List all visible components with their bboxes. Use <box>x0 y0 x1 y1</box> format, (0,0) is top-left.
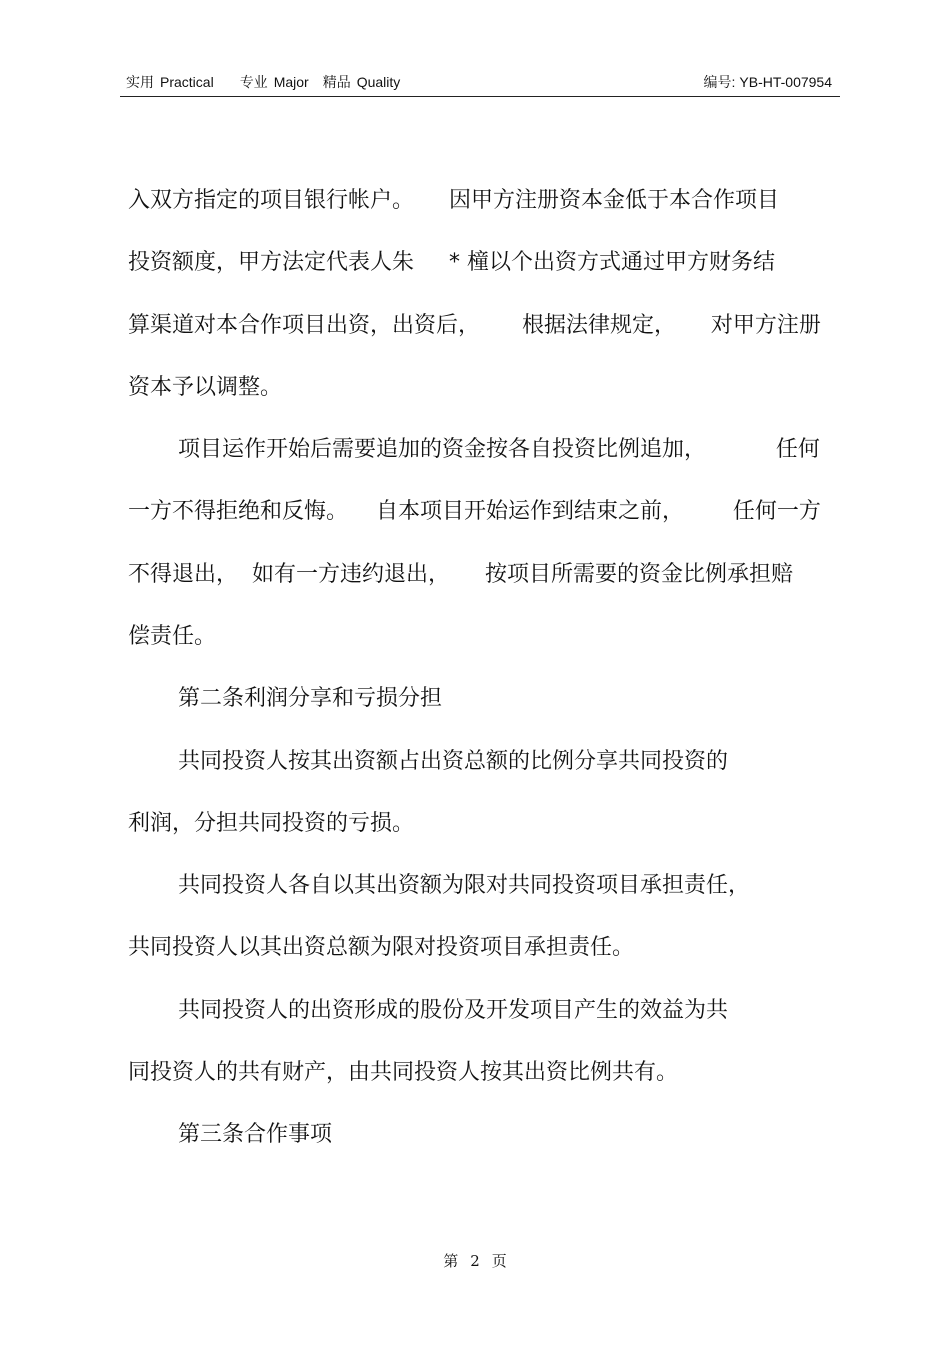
page-number-prefix: 第 <box>443 1252 459 1270</box>
body-line: 项目运作开始后需要追加的资金按各自投资比例追加， 任何 <box>178 437 820 462</box>
header-word-practical-cn: 实用 <box>126 74 154 90</box>
page-number: 2 <box>470 1252 480 1270</box>
header-word-major: Major <box>273 74 309 90</box>
header-word-major-cn: 专业 <box>239 74 268 90</box>
section-heading-2: 第二条利润分享和亏损分担 <box>178 686 443 711</box>
section-heading-3: 第三条合作事项 <box>178 1122 333 1147</box>
document-code-value: YB-HT-007954 <box>739 74 832 90</box>
page-number-suffix: 页 <box>491 1252 507 1270</box>
body-line: 算渠道对本合作项目出资，出资后， 根据法律规定， 对甲方注册 <box>128 313 821 338</box>
header-word-quality: Quality <box>356 74 401 90</box>
body-line: 不得退出， 如有一方违约退出， 按项目所需要的资金比例承担赔 <box>128 562 793 587</box>
body-line: 偿责任。 <box>128 624 217 649</box>
body-line: 一方不得拒绝和反悔。 自本项目开始运作到结束之前， 任何一方 <box>128 499 821 524</box>
body-line: 入双方指定的项目银行帐户。 因甲方注册资本金低于本合作项目 <box>128 188 779 213</box>
body-line: 同投资人的共有财产，由共同投资人按其出资比例共有。 <box>128 1060 679 1085</box>
header-tagline <box>126 72 406 92</box>
body-line: 共同投资人各自以其出资额为限对共同投资项目承担责任， <box>178 873 751 898</box>
document-code-label: 编号: <box>703 74 736 90</box>
body-line: 共同投资人按其出资额占出资总额的比例分享共同投资的 <box>178 749 729 774</box>
body-line: 共同投资人的出资形成的股份及开发项目产生的效益为共 <box>178 998 729 1023</box>
document-code <box>700 72 833 92</box>
body-line: 投资额度，甲方法定代表人朱 * 橦以个出资方式通过甲方财务结 <box>128 250 775 275</box>
header-word-quality-cn: 精品 <box>322 74 351 90</box>
body-line: 共同投资人以其出资总额为限对投资项目承担责任。 <box>128 935 635 960</box>
body-line: 资本予以调整。 <box>128 375 283 400</box>
page-header <box>120 70 840 97</box>
header-word-practical: Practical <box>160 74 214 90</box>
page-footer <box>0 1250 950 1271</box>
body-line: 利润，分担共同投资的亏损。 <box>128 811 415 836</box>
